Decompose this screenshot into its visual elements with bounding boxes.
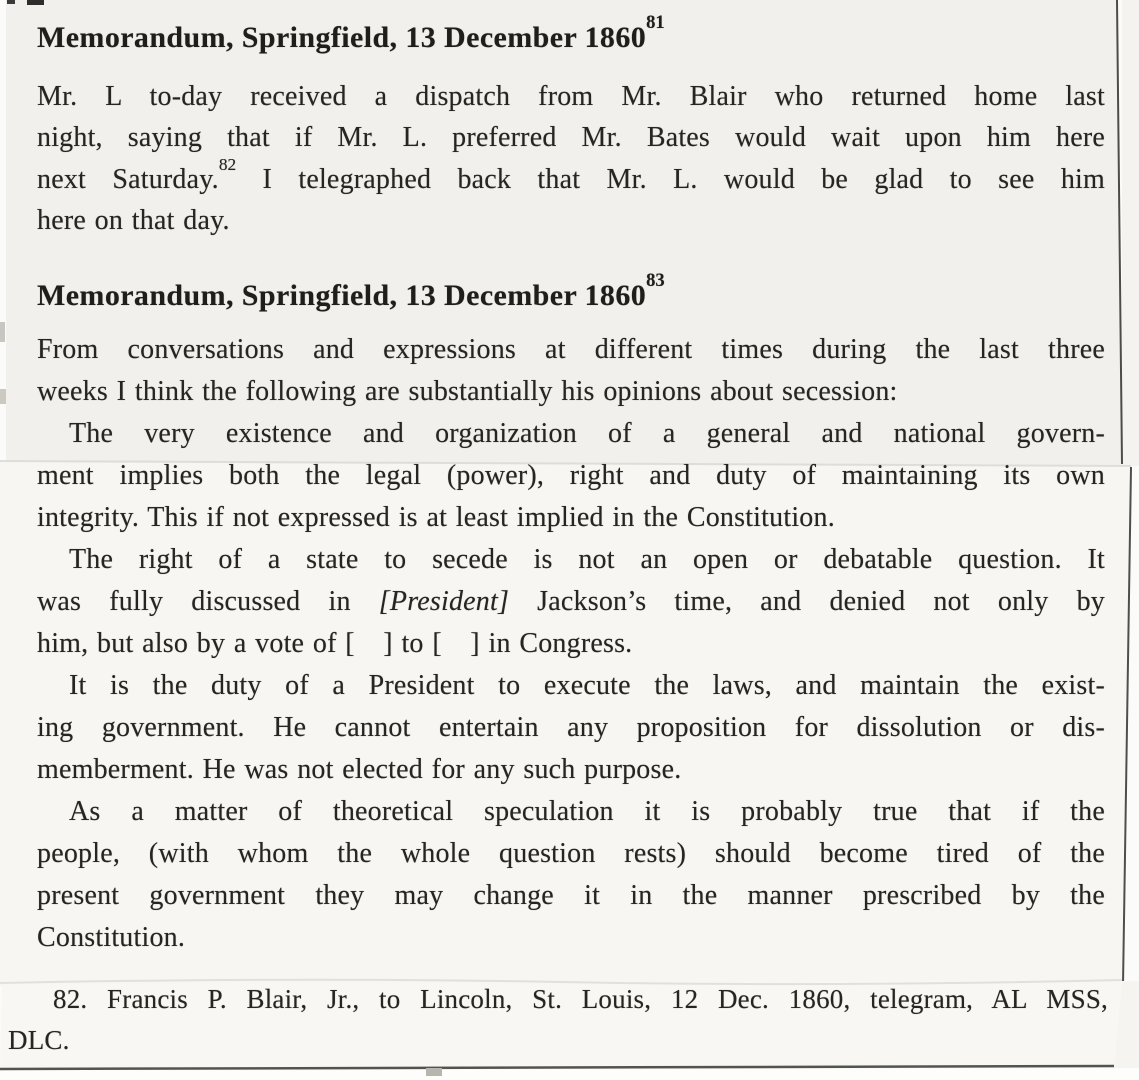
text-line: people, (with whom the whole question rests) should become tired of the (37, 838, 1105, 869)
memo-heading: Memorandum, Springfield, 13 December 1860$^{81}$ (37, 11, 665, 54)
text-line: Constitution. (37, 922, 186, 953)
text-line: night, saying that if Mr. L. preferred Mr. Bates would wait upon him here (37, 122, 1105, 154)
footnote-line: 82. Francis P. Blair, Jr., to Lincoln, St. Louis, 12 Dec. 1860, telegram, AL MSS, (53, 984, 1108, 1014)
text-line: next Saturday.$^{82}$ I telegraphed back that Mr. L. would be glad to see him (37, 158, 1105, 195)
memo-heading: Memorandum, Springfield, 13 December 1860$^{83}$ (37, 269, 665, 312)
text-line: As a matter of theoretical speculation it is probably true that if the (69, 796, 1105, 827)
text-line: present government they may change it in the manner prescribed by the (37, 880, 1105, 911)
text-line: here on that day. (37, 205, 230, 237)
text-line: was fully discussed in [President] Jackson’s time, and denied not only by (37, 586, 1105, 617)
text-line: him, but also by a vote of [ ] to [ ] in Congress. (37, 628, 633, 659)
text-line: The right of a state to secede is not an open or debatable question. It (69, 544, 1105, 575)
text-line: ment implies both the legal (power), right and duty of maintaining its own (37, 460, 1105, 491)
text-line: ing government. He cannot entertain any proposition for dissolution or dis- (37, 712, 1105, 743)
text-line: From conversations and expressions at different times during the last three (37, 334, 1105, 365)
text-line: integrity. This if not expressed is at least implied in the Constitution. (37, 502, 835, 533)
text-line: memberment. He was not elected for any such purpose. (37, 754, 682, 785)
footnote-line: DLC. (8, 1024, 70, 1055)
text-line: It is the duty of a President to execute the laws, and maintain the exist- (69, 670, 1105, 701)
text-line: Mr. L to-day received a dispatch from Mr. Blair who returned home last (37, 81, 1105, 112)
text-line: The very existence and organization of a general and national govern- (69, 418, 1105, 449)
text-line: weeks I think the following are substantially his opinions about secession: (37, 376, 898, 407)
